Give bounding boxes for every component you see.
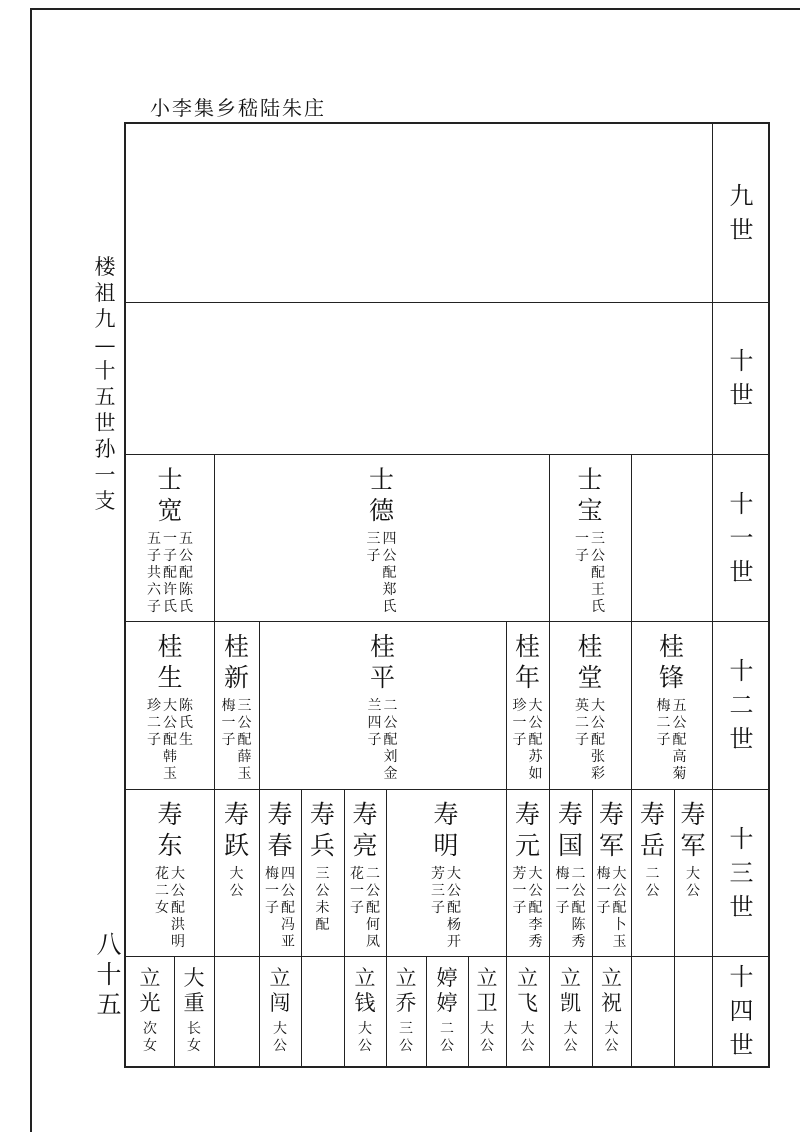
person-notes <box>229 866 245 900</box>
person-entry <box>259 631 506 783</box>
person-note: 大公配杨开 <box>447 866 461 950</box>
page-left-rule <box>30 8 32 1132</box>
person-name: 桂堂 <box>577 632 603 692</box>
person-note: 花二女 <box>155 866 169 916</box>
person-name: 桂平 <box>369 632 395 692</box>
cell-divider <box>631 956 632 1066</box>
person-note: 二公配刘金 <box>383 698 398 782</box>
person-notes <box>264 866 296 951</box>
person-entry <box>592 799 631 951</box>
person-notes <box>142 1021 158 1055</box>
person-note: 珍一子 <box>512 698 527 748</box>
person-notes <box>645 866 661 900</box>
person-notes <box>349 866 381 951</box>
person-name: 寿明 <box>433 800 459 860</box>
person-name: 桂年 <box>514 632 540 692</box>
person-entry <box>506 799 549 951</box>
row-divider <box>126 302 768 303</box>
person-name: 寿东 <box>157 800 183 860</box>
person-name: 桂锋 <box>658 632 684 692</box>
person-note: 大公配韩玉 <box>163 698 177 782</box>
person-note: 梅二子 <box>656 698 671 748</box>
person-notes <box>574 531 606 616</box>
person-note: 芳一子 <box>512 866 527 916</box>
genealogy-table <box>124 122 770 1068</box>
person-notes <box>272 1021 288 1055</box>
person-entry <box>674 799 712 900</box>
person-note: 陈氏生 <box>179 698 193 748</box>
person-notes <box>186 1021 202 1055</box>
row-divider <box>126 621 768 622</box>
person-name: 士宽 <box>157 465 183 525</box>
person-entry <box>631 631 712 783</box>
person-entry <box>549 464 631 616</box>
person-notes <box>512 698 544 783</box>
person-note: 梅一子 <box>596 866 611 916</box>
person-name: 寿岳 <box>639 800 665 860</box>
person-entry <box>259 799 301 951</box>
person-notes <box>555 866 587 951</box>
person-entry <box>174 966 214 1055</box>
person-note: 五子共六子 <box>147 531 161 615</box>
person-name: 立乔 <box>395 966 417 1015</box>
person-note: 梅一子 <box>555 866 570 916</box>
person-name: 寿军 <box>680 800 706 860</box>
generation-label: 十二世 <box>729 657 754 753</box>
generation-label: 十四世 <box>729 963 754 1059</box>
person-notes <box>656 698 688 783</box>
person-entry <box>214 799 259 900</box>
person-name: 桂生 <box>157 632 183 692</box>
person-note: 花一子 <box>350 866 364 916</box>
person-name: 立光 <box>139 966 161 1015</box>
person-notes <box>596 866 628 951</box>
row-divider <box>126 789 768 790</box>
person-name: 士宝 <box>577 465 603 525</box>
person-note: 大公 <box>520 1021 535 1054</box>
person-name: 寿跃 <box>223 800 249 860</box>
person-name: 立飞 <box>517 966 538 1015</box>
person-entry <box>506 966 549 1055</box>
person-note: 大公配李秀 <box>528 866 543 950</box>
person-note: 四公配冯亚 <box>281 866 295 950</box>
person-note: 五公配高菊 <box>672 698 687 782</box>
person-note: 梅一子 <box>265 866 279 916</box>
page-number: 八十五 <box>96 930 122 1019</box>
person-notes <box>367 698 399 783</box>
person-note: 次女 <box>143 1021 157 1054</box>
cell-divider <box>301 956 302 1066</box>
person-note: 一子配许氏 <box>163 531 177 615</box>
person-entry <box>506 631 549 783</box>
person-entry <box>214 464 549 616</box>
cell-divider <box>631 454 632 621</box>
person-notes <box>520 1021 536 1055</box>
person-name: 寿军 <box>598 800 624 860</box>
person-entry <box>344 799 386 951</box>
person-name: 立闯 <box>269 966 291 1015</box>
person-note: 二公 <box>440 1021 454 1054</box>
row-divider <box>126 454 768 455</box>
person-notes <box>315 866 331 934</box>
generation-label: 十三世 <box>729 824 754 921</box>
person-notes <box>357 1021 373 1055</box>
person-note: 大公配苏如 <box>528 698 543 782</box>
person-name: 寿亮 <box>352 800 378 860</box>
person-note: 二公配何凤 <box>366 866 380 950</box>
person-name: 寿春 <box>267 800 293 860</box>
person-notes <box>366 531 398 616</box>
person-note: 大公 <box>563 1021 578 1054</box>
row-divider <box>126 956 768 957</box>
person-name: 大重 <box>183 966 205 1015</box>
person-entry <box>344 966 386 1055</box>
person-notes <box>685 866 701 900</box>
person-name: 立钱 <box>354 966 376 1015</box>
person-entry <box>468 966 506 1055</box>
person-name: 婷婷 <box>436 966 458 1015</box>
person-note: 三公未配 <box>315 866 330 933</box>
person-entry <box>549 631 631 783</box>
person-note: 芳三子 <box>431 866 445 916</box>
person-notes <box>146 698 194 783</box>
person-note: 二公 <box>645 866 660 899</box>
person-entry <box>126 799 214 951</box>
person-entry <box>126 631 214 783</box>
generation-label: 十一世 <box>729 489 754 586</box>
person-note: 大公配张彩 <box>591 698 605 782</box>
person-note: 大公 <box>229 866 244 899</box>
person-note: 三公 <box>399 1021 413 1054</box>
generation-label: 九世 <box>729 182 754 244</box>
person-entry <box>214 631 259 783</box>
person-entry <box>549 799 592 951</box>
person-note: 二公配陈秀 <box>571 866 586 950</box>
person-note: 英二子 <box>575 698 589 748</box>
person-entry <box>549 966 592 1055</box>
page-top-rule <box>30 8 800 10</box>
person-note: 五公配陈氏 <box>179 531 193 615</box>
person-notes <box>154 866 186 951</box>
person-note: 三公配王氏 <box>591 531 605 615</box>
person-notes <box>604 1021 620 1055</box>
person-name: 立卫 <box>476 966 498 1015</box>
person-notes <box>574 698 606 783</box>
person-note: 珍二子 <box>147 698 161 748</box>
person-name: 寿国 <box>557 800 583 860</box>
person-notes <box>398 1021 414 1055</box>
person-entry <box>126 464 214 616</box>
person-name: 寿兵 <box>309 800 335 860</box>
person-entry <box>126 966 174 1055</box>
person-entry <box>426 966 468 1055</box>
person-entry <box>386 799 506 951</box>
person-note: 大公 <box>358 1021 372 1054</box>
person-entry <box>259 966 301 1055</box>
person-note: 兰四子 <box>367 698 382 748</box>
person-notes <box>439 1021 455 1055</box>
person-notes <box>221 698 253 783</box>
cell-divider <box>674 956 675 1066</box>
person-note: 大公配卜玉 <box>612 866 627 950</box>
person-notes <box>430 866 462 951</box>
person-entry <box>301 799 344 934</box>
person-notes <box>146 531 194 616</box>
person-note: 大公配洪明 <box>171 866 185 950</box>
person-name: 立凯 <box>560 966 581 1015</box>
person-name: 士德 <box>368 465 394 525</box>
page-header: 小李集乡嵇陆朱庄 <box>150 96 326 120</box>
cell-divider <box>214 956 215 1066</box>
person-notes <box>512 866 544 951</box>
person-note: 大公 <box>686 866 700 899</box>
person-note: 一子 <box>575 531 589 564</box>
person-note: 三公配薛玉 <box>237 698 252 782</box>
side-title: 楼祖九—十五世孙一支 <box>94 255 116 513</box>
person-note: 大公 <box>480 1021 494 1054</box>
person-note: 三子 <box>366 531 381 564</box>
person-entry <box>592 966 631 1055</box>
person-name: 桂新 <box>223 632 249 692</box>
person-entry <box>631 799 674 900</box>
person-notes <box>479 1021 495 1055</box>
generation-label: 十世 <box>729 347 754 409</box>
person-entry <box>386 966 426 1055</box>
person-note: 梅一子 <box>221 698 236 748</box>
person-note: 四公配郑氏 <box>382 531 397 615</box>
person-notes <box>563 1021 579 1055</box>
person-note: 长女 <box>187 1021 201 1054</box>
person-note: 大公 <box>273 1021 287 1054</box>
person-name: 寿元 <box>514 800 540 860</box>
person-note: 大公 <box>604 1021 619 1054</box>
person-name: 立祝 <box>601 966 622 1015</box>
